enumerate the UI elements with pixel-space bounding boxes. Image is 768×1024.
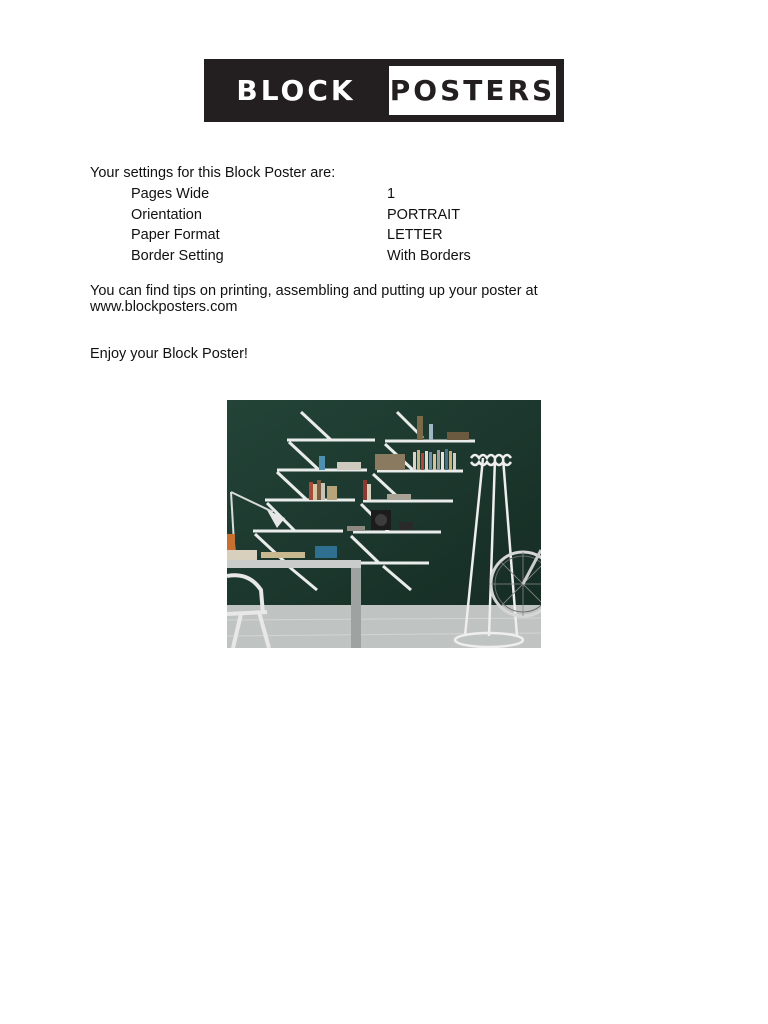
settings-table — [131, 184, 471, 266]
setting-value: With Borders — [387, 247, 471, 264]
settings-row-border-setting — [131, 246, 471, 267]
poster-preview-image — [227, 400, 541, 648]
settings-row-orientation — [131, 205, 471, 226]
tips-paragraph — [90, 283, 610, 315]
settings-row-paper-format — [131, 225, 471, 246]
settings-intro: Your settings for this Block Poster are: — [90, 165, 336, 181]
setting-label: Paper Format — [131, 227, 220, 244]
enjoy-message: Enjoy your Block Poster! — [90, 346, 248, 362]
blockposters-logo — [204, 59, 564, 122]
setting-value: 1 — [387, 186, 396, 202]
tips-url: www.blockposters.com — [90, 299, 238, 315]
logo-block-word: BLOCK — [236, 74, 356, 107]
settings-row-pages-wide — [131, 184, 471, 205]
setting-label: Border Setting — [131, 247, 224, 264]
setting-label: Pages Wide — [131, 186, 210, 202]
setting-value: LETTER — [387, 227, 443, 244]
logo-posters-word: POSTERS — [389, 66, 556, 115]
setting-label: Orientation — [131, 206, 202, 223]
tips-line: You can find tips on printing, assembling and putting up your poster at — [90, 283, 538, 299]
setting-value: PORTRAIT — [387, 206, 461, 223]
